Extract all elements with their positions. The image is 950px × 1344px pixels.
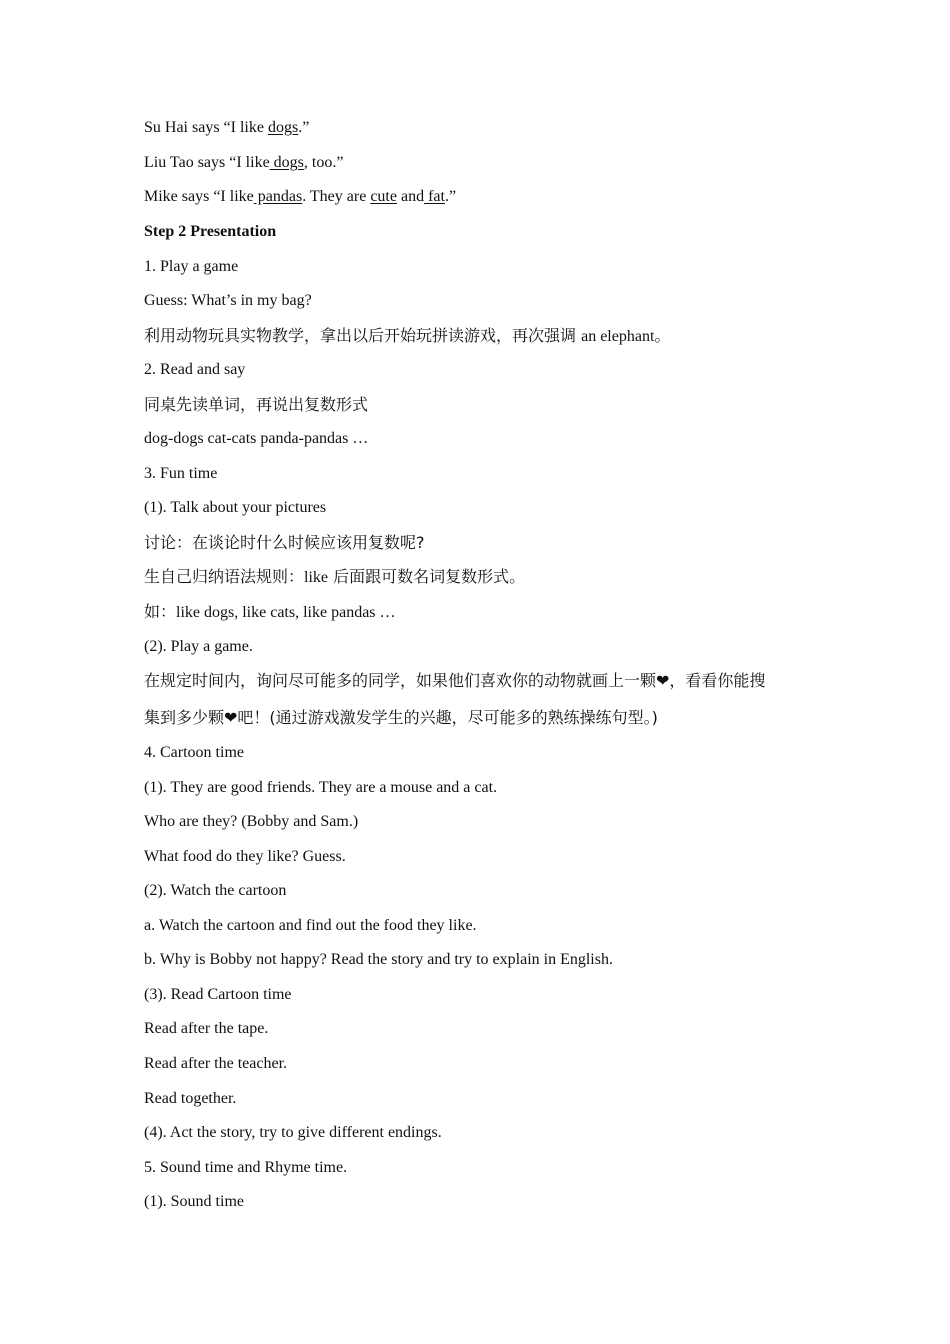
paragraph: 利用动物玩具实物教学，拿出以后开始玩拼读游戏，再次强调 an elephant。 bbox=[144, 326, 671, 345]
line-mike: Mike says “I like pandas. They are cute and fat.” bbox=[144, 188, 457, 205]
paragraph: 集到多少颗❤吧！(通过游戏激发学生的兴趣，尽可能多的熟练操练句型。) bbox=[144, 708, 658, 727]
list-item: (2). Play a game. bbox=[144, 638, 253, 655]
line-liu-tao: Liu Tao says “I like dogs, too.” bbox=[144, 154, 344, 171]
paragraph: 生自己归纳语法规则：like 后面跟可数名词复数形式。 bbox=[144, 567, 526, 586]
underlined-word: dogs bbox=[269, 154, 304, 171]
paragraph: Read after the tape. bbox=[144, 1020, 269, 1037]
paragraph: Read together. bbox=[144, 1090, 237, 1107]
line-su-hai: Su Hai says “I like dogs.” bbox=[144, 119, 310, 136]
paragraph: 在规定时间内，询问尽可能多的同学，如果他们喜欢你的动物就画上一颗❤，看看你能搜 bbox=[144, 671, 766, 690]
list-item: (2). Watch the cartoon bbox=[144, 882, 287, 899]
paragraph: dog-dogs cat-cats panda-pandas … bbox=[144, 430, 369, 447]
list-item: 4. Cartoon time bbox=[144, 744, 244, 761]
paragraph: a. Watch the cartoon and find out the food they like. bbox=[144, 917, 477, 934]
paragraph: Who are they? (Bobby and Sam.) bbox=[144, 813, 359, 830]
paragraph: b. Why is Bobby not happy? Read the story and try to explain in English. bbox=[144, 951, 613, 968]
list-item: (1). Talk about your pictures bbox=[144, 499, 327, 516]
paragraph: What food do they like? Guess. bbox=[144, 848, 346, 865]
list-item: 5. Sound time and Rhyme time. bbox=[144, 1159, 348, 1176]
list-item: (1). Sound time bbox=[144, 1193, 244, 1210]
paragraph: 同桌先读单词，再说出复数形式 bbox=[144, 395, 369, 414]
underlined-word: fat bbox=[424, 188, 445, 205]
paragraph: 讨论：在谈论时什么时候应该用复数呢? bbox=[144, 533, 425, 552]
paragraph: Read after the teacher. bbox=[144, 1055, 288, 1072]
list-item: (4). Act the story, try to give different endings. bbox=[144, 1124, 442, 1141]
list-item: 1. Play a game bbox=[144, 258, 239, 275]
section-heading: Step 2 Presentation bbox=[144, 223, 277, 240]
paragraph: Guess: What’s in my bag? bbox=[144, 292, 312, 309]
list-item: (1). They are good friends. They are a mouse and a cat. bbox=[144, 779, 498, 796]
underlined-word: cute bbox=[370, 188, 397, 205]
list-item: 3. Fun time bbox=[144, 465, 218, 482]
list-item: (3). Read Cartoon time bbox=[144, 986, 292, 1003]
underlined-word: dogs bbox=[267, 119, 299, 136]
list-item: 2. Read and say bbox=[144, 361, 246, 378]
underlined-word: pandas bbox=[253, 188, 303, 205]
paragraph: 如：like dogs, like cats, like pandas … bbox=[144, 602, 396, 621]
